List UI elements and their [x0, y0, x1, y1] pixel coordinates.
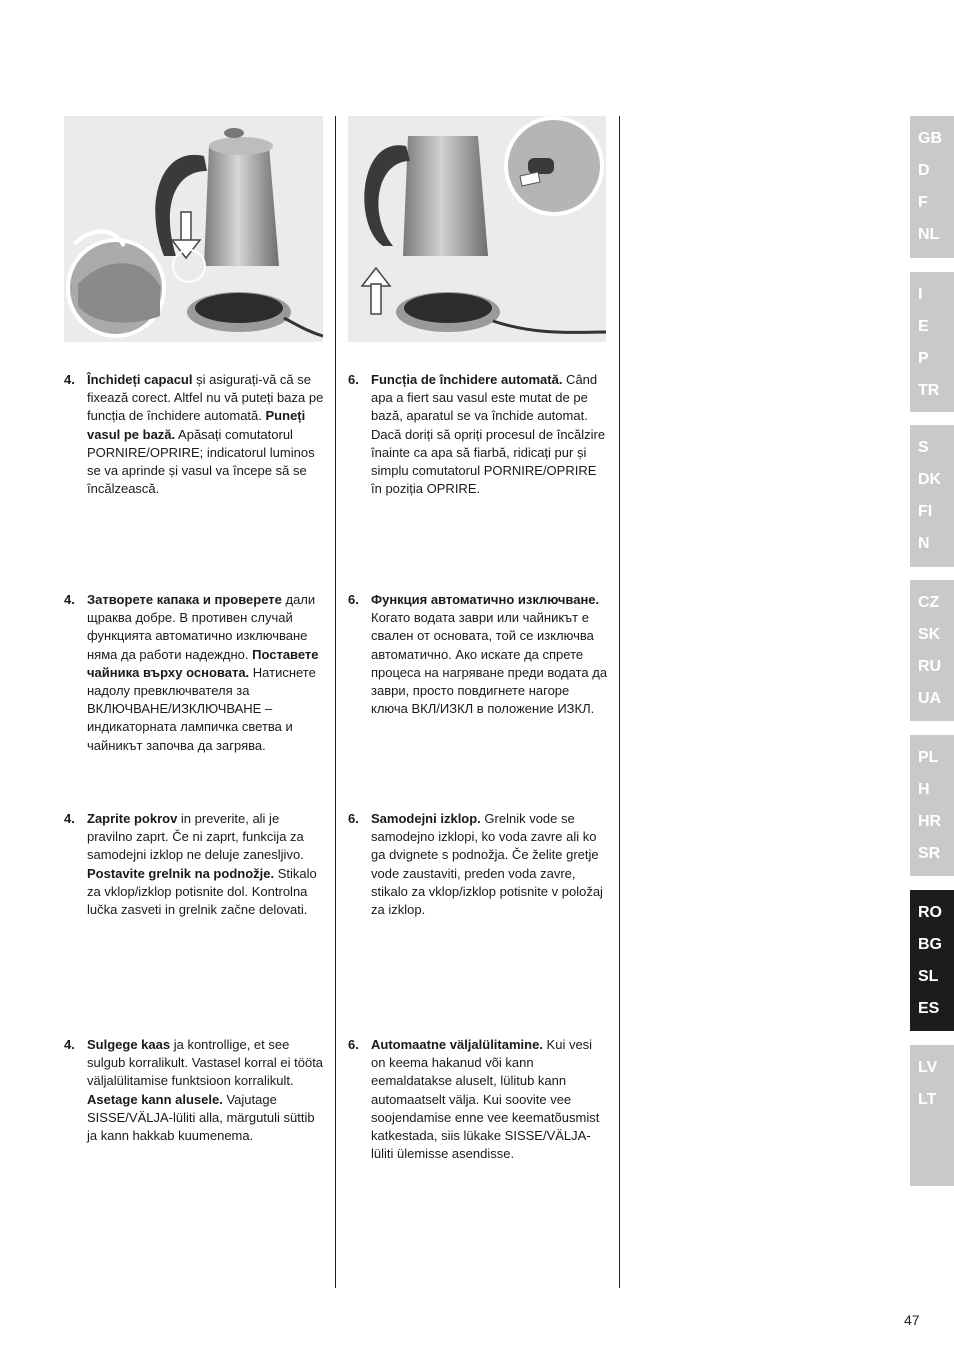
- step-text: [371, 810, 609, 919]
- step-bold-lead: Funcția de închidere automată.: [371, 372, 563, 387]
- step-body: Kui vesi on keema hakanud või kann eemaldatakse aluselt, lülitub kann automaatselt välja. Kui soovite vee soojendamise enne vee keematõusmist katkestada, siis lükake SISSE/VÄLJA-lüliti ülemisse asendisse.: [371, 1037, 600, 1162]
- step-text: [87, 810, 325, 919]
- language-tab[interactable]: PL: [918, 749, 939, 766]
- step-text: [371, 1036, 609, 1163]
- step-bold-lead: Închideți capacul: [87, 372, 193, 387]
- step-number: 6.: [348, 1037, 359, 1052]
- step-number: 4.: [64, 372, 75, 387]
- step-number: 6.: [348, 592, 359, 607]
- language-tab[interactable]: H: [918, 781, 930, 798]
- language-tab[interactable]: RU: [918, 658, 942, 675]
- language-tab-active[interactable]: ES: [918, 1000, 940, 1017]
- language-tab[interactable]: LV: [918, 1059, 938, 1076]
- step-text: [87, 1036, 325, 1145]
- step-body: дали щраква добре. В противен случай функцията автоматично изключване няма да работи надеждно.: [87, 592, 316, 662]
- step-number: 4.: [64, 811, 75, 826]
- language-tab[interactable]: HR: [918, 813, 942, 830]
- step-body: ja kontrollige, et see sulgub korralikult. Vastasel korral ei tööta väljalülitamise funktsioon korralikult.: [87, 1037, 324, 1089]
- step-body: Когато водата заври или чайникът е свален от основата, той се изключва автоматично. Ако искате да спрете процеса на нагряване преди водата да заври, просто повдигнете нагоре ключа ВКЛ/ИЗКЛ в положение ИЗКЛ.: [371, 610, 608, 717]
- step-bold-lead: Zaprite pokrov: [87, 811, 178, 826]
- step-body: și asigurați-vă că se fixează corect. Altfel nu vă puteți baza pe funcția de închidere automată.: [87, 372, 324, 424]
- language-tab[interactable]: FI: [918, 503, 933, 520]
- step-number: 4.: [64, 1037, 75, 1052]
- step-body: Grelnik vode se samodejno izklopi, ko voda zavre ali ko ga dvignete s podnožja. Če želite gretje vode zaustaviti, preden voda zavre, stikalo za vklop/izklop potisnite v položaj za izklop.: [371, 811, 603, 918]
- step-body-continued: Натиснете надолу превключвателя за ВКЛЮЧВАНЕ/ИЗКЛЮЧВАНЕ – индикаторната лампичка светва и чайникът започва да загрява.: [87, 664, 316, 753]
- step-bold-lead: Функция автоматично изключване.: [371, 592, 600, 607]
- language-tab-group-2[interactable]: [910, 272, 954, 412]
- step-bold-instruction: Asetage kann alusele.: [87, 1091, 223, 1107]
- language-tab-active[interactable]: RO: [918, 904, 942, 921]
- language-tab-group-4[interactable]: [910, 580, 954, 721]
- step-number: 6.: [348, 372, 359, 387]
- language-tab-group-7[interactable]: [910, 1045, 954, 1186]
- step-text: [371, 591, 609, 718]
- language-tab-group-1[interactable]: [910, 116, 954, 258]
- step-text: [87, 591, 325, 755]
- language-tab[interactable]: F: [918, 194, 928, 211]
- language-tab[interactable]: SR: [918, 845, 941, 862]
- page-number: 47: [904, 1312, 920, 1328]
- step-body: in preverite, ali je pravilno zaprt. Če ni zaprt, funkcija za samodejni izklop ne deluje zanesljivo.: [87, 811, 304, 863]
- step-bold-instruction: Поставете чайника върху основата.: [87, 646, 319, 680]
- language-tab[interactable]: LT: [918, 1091, 937, 1108]
- language-tab[interactable]: NL: [918, 226, 940, 243]
- language-tab-group-active[interactable]: [910, 890, 954, 1031]
- language-tab[interactable]: DK: [918, 471, 942, 488]
- language-tab[interactable]: SK: [918, 626, 941, 643]
- step-bold-lead: Sulgege kaas: [87, 1037, 171, 1052]
- step-bold-instruction: Puneți vasul pe bază.: [87, 408, 306, 442]
- language-tab[interactable]: GB: [918, 130, 942, 147]
- step-body: Când apa a fiert sau vasul este mutat de pe bază, aparatul se va închide automat. Dacă doriți să opriți procesul de încălzire înainte ca apa să fiarbă, ridicați pur și simplu comutatorul PORNIRE/OPRIRE în poziția OPRIRE.: [371, 372, 606, 497]
- column-divider-left: [335, 116, 336, 1288]
- language-tab[interactable]: D: [918, 162, 930, 179]
- step-bold-lead: Samodejni izklop.: [371, 811, 481, 826]
- step-body-continued: Apăsați comutatorul PORNIRE/OPRIRE; indicatorul luminos se va aprinde și vasul va începe să se încălzească.: [87, 426, 315, 497]
- step-number: 4.: [64, 592, 75, 607]
- column-divider-right: [619, 116, 620, 1288]
- language-tab-active[interactable]: SL: [918, 968, 939, 985]
- language-tab[interactable]: CZ: [918, 594, 940, 611]
- step-text: [371, 371, 609, 498]
- step-body-continued: Stikalo za vklop/izklop potisnite dol. Kontrolna lučka zasveti in grelnik začne delovati.: [87, 865, 317, 918]
- step-bold-instruction: Postavite grelnik na podnožje.: [87, 865, 275, 881]
- language-tab[interactable]: P: [918, 350, 929, 367]
- language-tab[interactable]: TR: [918, 382, 940, 399]
- language-tab-group-3[interactable]: [910, 425, 954, 567]
- language-tab-group-5[interactable]: [910, 735, 954, 876]
- language-tab-active[interactable]: BG: [918, 936, 942, 953]
- figure-auto-switch-off: [348, 116, 606, 342]
- language-tab[interactable]: N: [918, 535, 930, 552]
- language-tab[interactable]: S: [918, 439, 929, 456]
- step-number: 6.: [348, 811, 359, 826]
- step-bold-lead: Затворете капака и проверете: [87, 592, 282, 607]
- step-body-continued: Vajutage SISSE/VÄLJA-lüliti alla, märgutuli süttib ja kann hakkab kuumenema.: [87, 1091, 315, 1144]
- figure-close-lid: [64, 116, 323, 342]
- step-text: [87, 371, 325, 498]
- language-tab[interactable]: E: [918, 318, 929, 335]
- step-bold-lead: Automaatne väljalülitamine.: [371, 1037, 543, 1052]
- language-tab[interactable]: I: [918, 286, 923, 303]
- language-tab[interactable]: UA: [918, 690, 942, 707]
